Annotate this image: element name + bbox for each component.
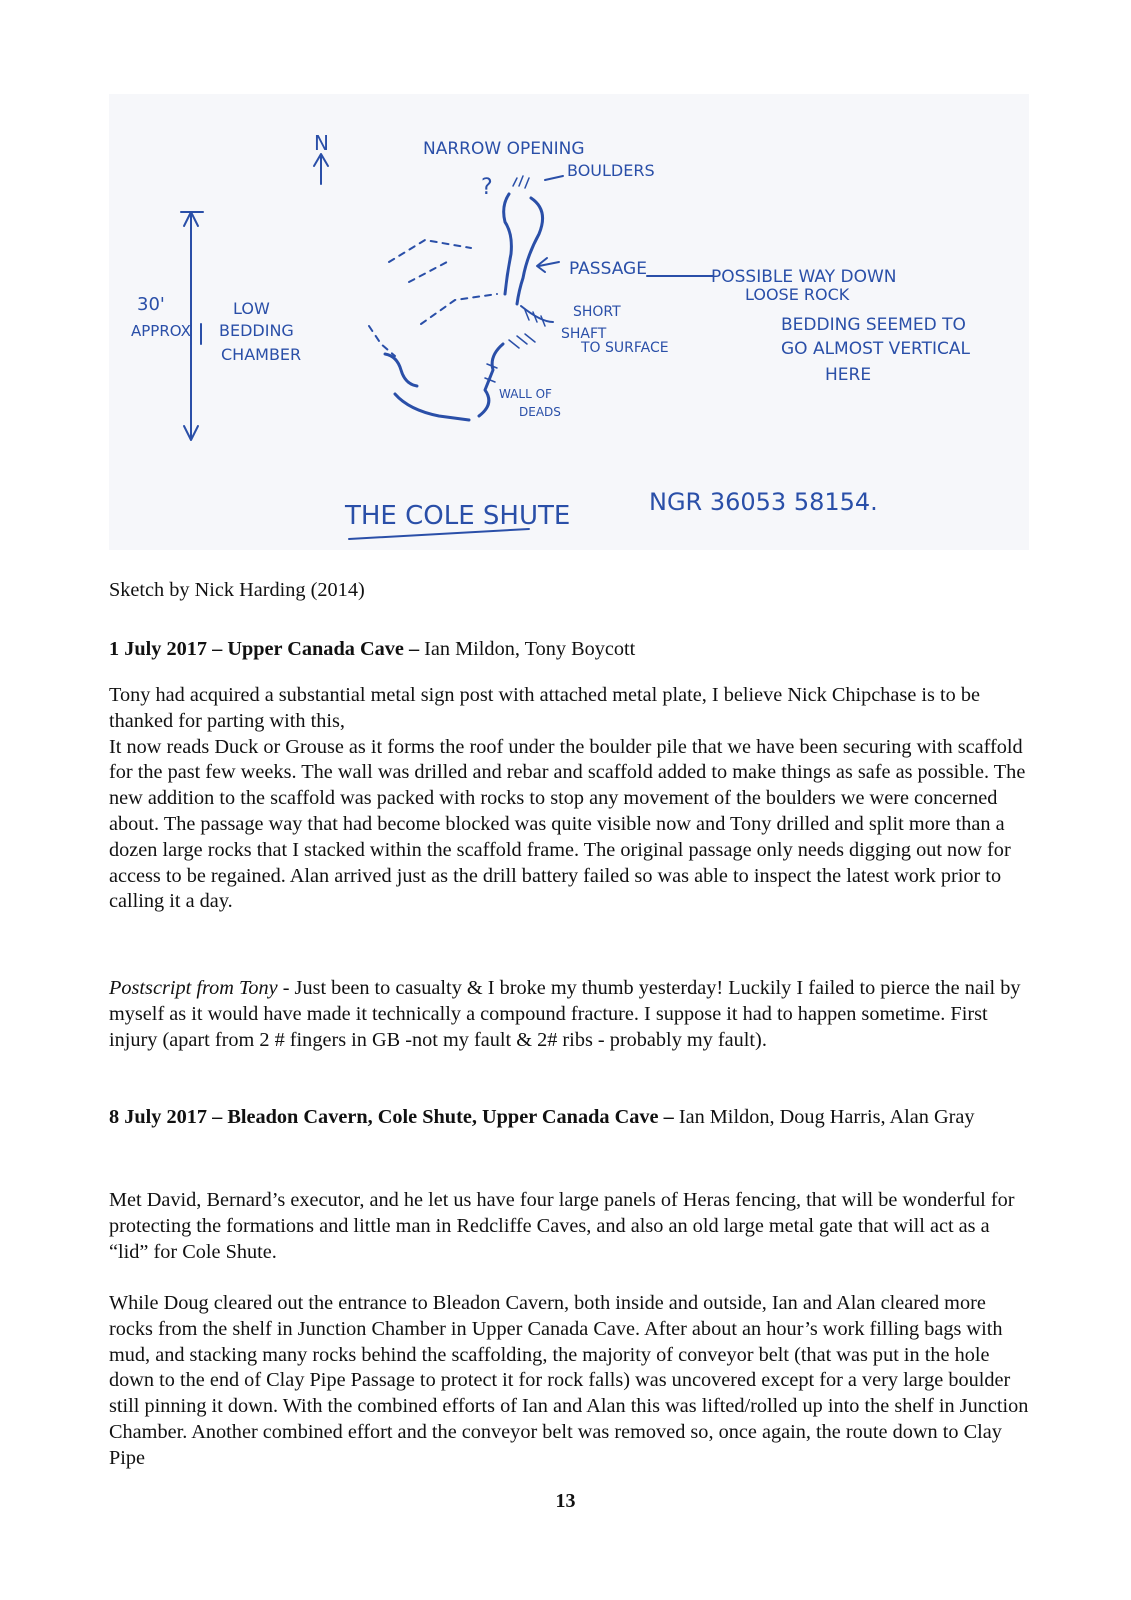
entry-1-people: Ian Mildon, Tony Boycott	[424, 638, 636, 660]
entry-heading-1: 1 July 2017 – Upper Canada Cave – Ian Mildon, Tony Boycott	[109, 638, 636, 660]
entry-2-place: Bleadon Cavern, Cole Shute, Upper Canada Cave	[227, 1106, 659, 1128]
paragraph: Met David, Bernard’s executor, and he let us have four large panels of Heras fencing, that will be wonderful for protecting the formations and little man in Redcliffe Caves, and also an old large metal gate that will act as a “lid” for Cole Shute.	[109, 1189, 1015, 1263]
entry-2-people: Ian Mildon, Doug Harris, Alan Gray	[678, 1106, 975, 1128]
sketch-title: THE COLE SHUTE	[345, 501, 571, 531]
label-narrow-opening: NARROW OPENING	[423, 139, 585, 159]
postscript-label: Postscript from Tony	[109, 977, 278, 999]
paragraph: While Doug cleared out the entrance to Bleadon Cavern, both inside and outside, Ian and Alan cleared more rocks from the shelf in Junction Chamber in Upper Canada Cave. After about an hour’s work filling bags with mud, and stacking many rocks behind the scaffolding, the majority of conveyor belt (that was put in the hole down to the end of Clay Pipe Passage to protect it for rock falls) was uncovered except for a very large boulder still pinning it down. With the combined efforts of Ian and Alan this was lifted/rolled up into the shelf in Junction Chamber. Another combined effort and the conveyor belt was removed so, once again, the route down to Clay Pipe	[109, 1292, 1029, 1469]
label-short-shaft-3: TO SURFACE	[581, 340, 669, 356]
label-boulders: BOULDERS	[567, 161, 655, 180]
sketch-ngr: NGR 36053 58154.	[649, 488, 878, 516]
paragraph: It now reads Duck or Grouse as it forms the roof under the boulder pile that we have been securing with scaffold for the past few weeks. The wall was drilled and rebar and scaffold added to make things as safe as possible. The new addition to the scaffold was packed with rocks to stop any movement of the boulders we were concerned about. The passage way that had become blocked was quite visible now and Tony drilled and split more than a dozen large rocks that I stacked within the scaffold frame. The original passage only needs digging out now for access to be regained. Alan arrived just as the drill battery failed so was able to inspect the latest work prior to calling it a day.	[109, 735, 1026, 913]
entry-heading-2: 8 July 2017 – Bleadon Cavern, Cole Shute, Upper Canada Cave – Ian Mildon, Doug Harris, Alan Gray	[109, 1106, 975, 1128]
label-short-shaft-2: SHAFT	[561, 326, 607, 342]
postscript	[109, 976, 1029, 1053]
label-way-down-1: POSSIBLE WAY DOWN	[711, 267, 897, 287]
north-label: N	[314, 131, 329, 155]
entry-1-place: Upper Canada Cave	[227, 638, 404, 660]
label-chamber-2: BEDDING	[219, 321, 294, 340]
label-bedding-3: HERE	[825, 365, 872, 385]
label-chamber-1: LOW	[233, 299, 270, 318]
label-way-down-2: LOOSE ROCK	[745, 285, 850, 304]
entry-1-body	[109, 683, 1029, 915]
entry-2-body-2	[109, 1291, 1029, 1472]
entry-2-body-1	[109, 1188, 1029, 1265]
entry-2-date: 8 July 2017	[109, 1106, 208, 1128]
label-question: ?	[481, 175, 493, 200]
page-number: 13	[555, 1490, 576, 1512]
label-chamber-3: CHAMBER	[221, 345, 302, 364]
label-bedding-2: GO ALMOST VERTICAL	[781, 339, 971, 359]
postscript-text: - Just been to casualty & I broke my thumb yesterday! Luckily I failed to pierce the nail by myself as it would have made it technically a compound fracture. I suppose it had to happen sometime. First injury (apart from 2 # fingers in GB -not my fault & 2# ribs - probably my fault).	[109, 977, 1021, 1051]
label-passage: PASSAGE	[569, 259, 647, 279]
label-height-2: APPROX	[131, 322, 191, 340]
label-wall-2: DEADS	[519, 405, 561, 419]
sketch-drawing	[109, 94, 1029, 550]
label-bedding-1: BEDDING SEEMED TO	[781, 315, 966, 335]
paragraph: Tony had acquired a substantial metal sign post with attached metal plate, I believe Nick Chipchase is to be thanked for parting with this,	[109, 684, 980, 732]
cave-sketch	[109, 94, 1029, 550]
figure-caption: Sketch by Nick Harding (2014)	[109, 579, 365, 601]
label-short-shaft-1: SHORT	[573, 304, 621, 320]
label-wall-1: WALL OF	[499, 387, 552, 401]
entry-1-date: 1 July 2017	[109, 638, 208, 660]
label-height-1: 30'	[137, 294, 165, 315]
